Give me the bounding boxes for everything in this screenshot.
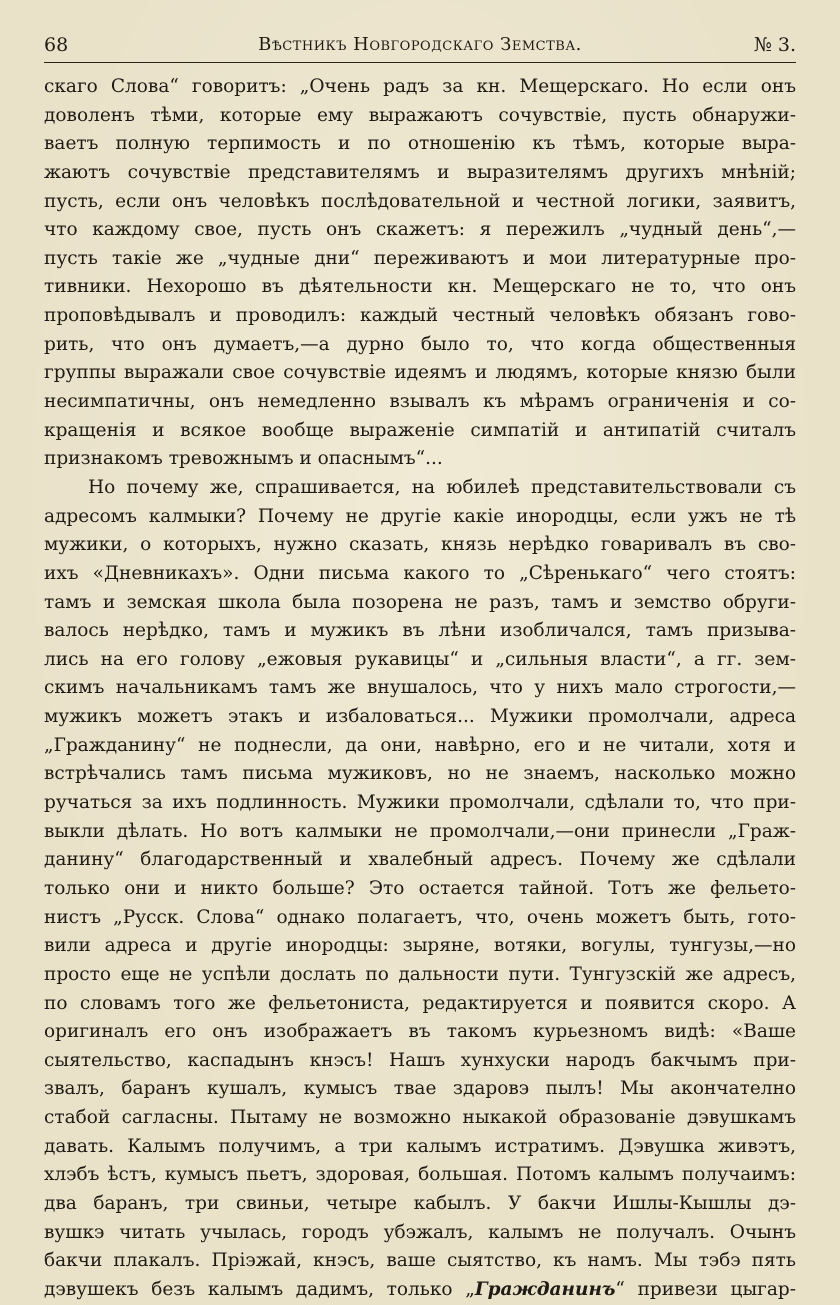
text-line: только они и никто больше? Это остается тайной. Тотъ же фельето- — [44, 877, 796, 899]
journal-title: Вѣстникъ Новгородскаго Земства. — [258, 34, 582, 55]
page-number: 68 — [44, 34, 69, 56]
paragraph-1 — [44, 73, 796, 474]
text-line: кращенія и всякое вообще выраженіе симпатій и антипатій считалъ — [44, 419, 796, 441]
text-line: пусть, если онъ человѣкъ послѣдовательной и честной логики, заявитъ, — [44, 190, 796, 212]
text-line: звалъ, баранъ кушалъ, кумысъ твае здаровэ пылъ! Мы акончателно — [44, 1078, 796, 1100]
text-line: оригиналъ его онъ изображаетъ въ такомъ курьезномъ видѣ: «Ваше — [44, 1021, 796, 1043]
text-line: что каждому свое, пусть онъ скажетъ: я пережилъ „чудный день“,— — [44, 219, 796, 241]
text-line: рить, что онъ думаетъ,—а дурно было то, что когда общественныя — [44, 333, 796, 355]
text-line: ихъ «Дневникахъ». Одни письма какого то „Сѣренькаго“ чего стоятъ: — [44, 562, 796, 584]
text-line: жаютъ сочувствіе представителямъ и выразителямъ другихъ мнѣній; — [44, 161, 796, 183]
text-line: встрѣчались тамъ письма мужиковъ, но не знаемъ, насколько можно — [44, 763, 796, 785]
text-line: тамъ и земская школа была позорена не разъ, тамъ и земство обруги- — [44, 591, 796, 613]
text-line: лись на его голову „ежовыя рукавицы“ и „сильныя власти“, а гг. зем- — [44, 648, 796, 670]
text-line: „Гражданину“ не поднесли, да они, навѣрно, его и не читали, хотя и — [44, 734, 796, 756]
text-line: тивники. Нехорошо въ дѣятельности кн. Мещерскаго не то, что онъ — [44, 276, 796, 298]
text-line: мужикъ можетъ этакъ и избаловаться... Мужики промолчали, адреса — [44, 706, 796, 728]
paragraph-2 — [44, 474, 796, 1305]
text-line: мужики, о которыхъ, нужно сказать, князь нерѣдко говаривалъ въ сво- — [44, 534, 796, 556]
text-line: бакчи плакалъ. Пріэжай, кнэсъ, ваше сыятство, къ намъ. Мы тэбэ пять — [44, 1250, 796, 1272]
text-line: хлэбъ ѣстъ, кумысъ пьетъ, здоровая, большая. Потомъ калымъ получаимъ: — [44, 1164, 796, 1186]
text-line: Но почему же, спрашивается, на юбилеѣ представительствовали съ — [88, 476, 796, 498]
text-fragment: дэвушекъ безъ калымъ дадимъ, только „ — [44, 1278, 475, 1300]
text-line: несимпатичны, онъ немедленно взывалъ къ мѣрамъ ограниченія и со- — [44, 391, 796, 413]
issue-number: № 3. — [753, 34, 796, 56]
text-line: по словамъ того же фельетониста, редактируется и появится скоро. А — [44, 992, 796, 1014]
text-line: доволенъ тѣми, которые ему выражаютъ сочувствіе, пусть обнаружи- — [44, 104, 796, 126]
text-line-final — [44, 1276, 796, 1305]
text-line: пусть такіе же „чудные дни“ переживаютъ и мои литературные про- — [44, 247, 796, 269]
text-line: выкли дѣлать. Но вотъ калмыки не промолчали,—они принесли „Граж- — [44, 820, 796, 842]
text-line: проповѣдывалъ и проводилъ: каждый честный человѣкъ обязанъ гово- — [44, 305, 796, 327]
header-rule — [44, 62, 796, 63]
text-line: сыятельство, каспадынъ кнэсъ! Нашъ хунхуски народъ бакчымъ при- — [44, 1049, 796, 1071]
body-text — [44, 73, 796, 1305]
text-line: просто еще не успѣли дослать по дальности пути. Тунгузскій же адресъ, — [44, 963, 796, 985]
text-line: вушкэ читать учылась, городъ убэжалъ, калымъ не получалъ. Очынъ — [44, 1221, 796, 1243]
text-line: адресомъ калмыки? Почему не другіе какіе инородцы, если ужъ не тѣ — [44, 505, 796, 527]
text-line: скимъ начальникамъ тамъ же внушалось, что у нихъ мало строгости,— — [44, 677, 796, 699]
text-line: признакомъ тревожнымъ и опаснымъ“... — [44, 448, 443, 470]
text-line: вили адреса и другіе инородцы: зыряне, вотяки, вогулы, тунгузы,—но — [44, 935, 796, 957]
text-line: нистъ „Русск. Слова“ однако полагаетъ, что, очень можетъ быть, гото- — [44, 906, 796, 928]
text-line: ручаться за ихъ подлинность. Мужики промолчали, сдѣлали то, что при- — [44, 792, 796, 814]
text-line: два баранъ, три свиньи, четыре кабылъ. У бакчи Ишлы-Кышлы дэ- — [44, 1192, 796, 1214]
text-line: скаго Слова“ говоритъ: „Очень радъ за кн. Мещерскаго. Но если онъ — [44, 76, 796, 97]
newspaper-title-italic: Гражданинъ — [474, 1278, 616, 1300]
text-fragment: “ привези цыгар- — [615, 1278, 796, 1300]
text-line: группы выражали свое сочувствіе идеямъ и людямъ, которые князю были — [44, 362, 796, 384]
text-line: данину“ благодарственный и хвалебный адресъ. Почему же сдѣлали — [44, 849, 796, 871]
page-header — [44, 28, 796, 62]
text-line: стабой сагласны. Пытаму не возможно ныкакой образованіе дэвушкамъ — [44, 1107, 796, 1129]
text-line: ваетъ полную терпимость и по отношенію къ тѣмъ, которые выра- — [44, 133, 796, 155]
text-line: валось нерѣдко, тамъ и мужикъ въ лѣни изобличался, тамъ призыва- — [44, 620, 796, 642]
text-line: давать. Калымъ получимъ, а три калымъ истратимъ. Дэвушка живэтъ, — [44, 1135, 796, 1157]
